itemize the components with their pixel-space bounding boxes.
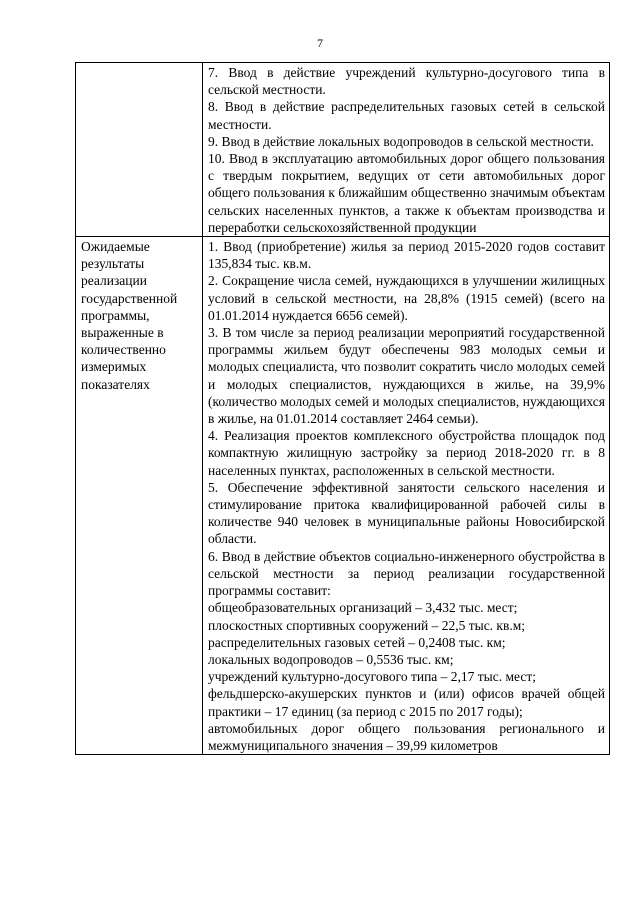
list-item: 6. Ввод в действие объектов социально-инженерного обустройства в сельской местности за период реализации государственной программы составит: xyxy=(208,548,605,599)
page-number: 7 xyxy=(317,36,323,50)
table-row xyxy=(76,237,610,755)
list-item: локальных водопроводов – 0,5536 тыс. км; xyxy=(208,651,454,667)
list-item: распределительных газовых сетей – 0,2408 тыс. км; xyxy=(208,634,506,650)
list-item: 8. Ввод в действие распределительных газовых сетей в сельской местности. xyxy=(208,99,605,132)
list-item: 4. Реализация проектов комплексного обустройства площадок под компактную жилищную застройку за период 2018-2020 гг. в 8 населенных пунктах, расположенных в сельской местности. xyxy=(208,428,605,478)
list-item: 3. В том числе за период реализации мероприятий государственной программы жильем будут обеспечены 983 молодых семьи и молодых специалиста, что позволит сократить число молодых семей и молодых специалистов, нуждающихся в жилье, на 39,9% (количество молодых семей и молодых специалистов, нуждающихся в жилье, на 01.01.2014 составляет 2464 семьи). xyxy=(208,325,605,427)
list-item: автомобильных дорог общего пользования регионального и межмуниципального значения – 39,99 километров xyxy=(208,720,605,753)
list-item: 5. Обеспечение эффективной занятости сельского населения и стимулирование притока квалифицированной рабочей силы в количестве 940 человек в муниципальные районы Новосибирской области. xyxy=(208,479,605,547)
list-item: 2. Сокращение числа семей, нуждающихся в улучшении жилищных условий в сельской местности, на 28,8% (1915 семей) (всего на 01.01.2014 нуждается 6656 семей). xyxy=(208,273,605,323)
list-item: плоскостных спортивных сооружений – 22,5 тыс. кв.м; xyxy=(208,617,526,633)
table-row xyxy=(76,63,610,237)
list-item: 10. Ввод в эксплуатацию автомобильных дорог общего пользования с твердым покрытием, ведущих от сети автомобильных дорог общего пользования к ближайшим общественно значимым объектам сельских населенных пунктов, а также к объектам производства и переработки сельскохозяйственной продукции xyxy=(208,151,605,235)
row-label: Ожидаемые результаты реализации государственной программы, выраженные в количественно измеримых показателях xyxy=(76,237,203,755)
list-item: 9. Ввод в действие локальных водопроводов в сельской местности. xyxy=(208,133,594,149)
row-label xyxy=(76,63,203,237)
list-item: 1. Ввод (приобретение) жилья за период 2015-2020 годов составит 135,834 тыс. кв.м. xyxy=(208,239,605,272)
row-content xyxy=(203,237,610,755)
program-table xyxy=(75,62,610,755)
list-item: учреждений культурно-досугового типа – 2,17 тыс. мест; xyxy=(208,669,537,685)
list-item: общеобразовательных организаций – 3,432 тыс. мест; xyxy=(208,600,518,616)
list-item: фельдшерско-акушерских пунктов и (или) офисов врачей общей практики – 17 единиц (за период с 2015 по 2017 годы); xyxy=(208,686,605,719)
list-item: 7. Ввод в действие учреждений культурно-досугового типа в сельской местности. xyxy=(208,65,605,98)
row-content xyxy=(203,63,610,237)
